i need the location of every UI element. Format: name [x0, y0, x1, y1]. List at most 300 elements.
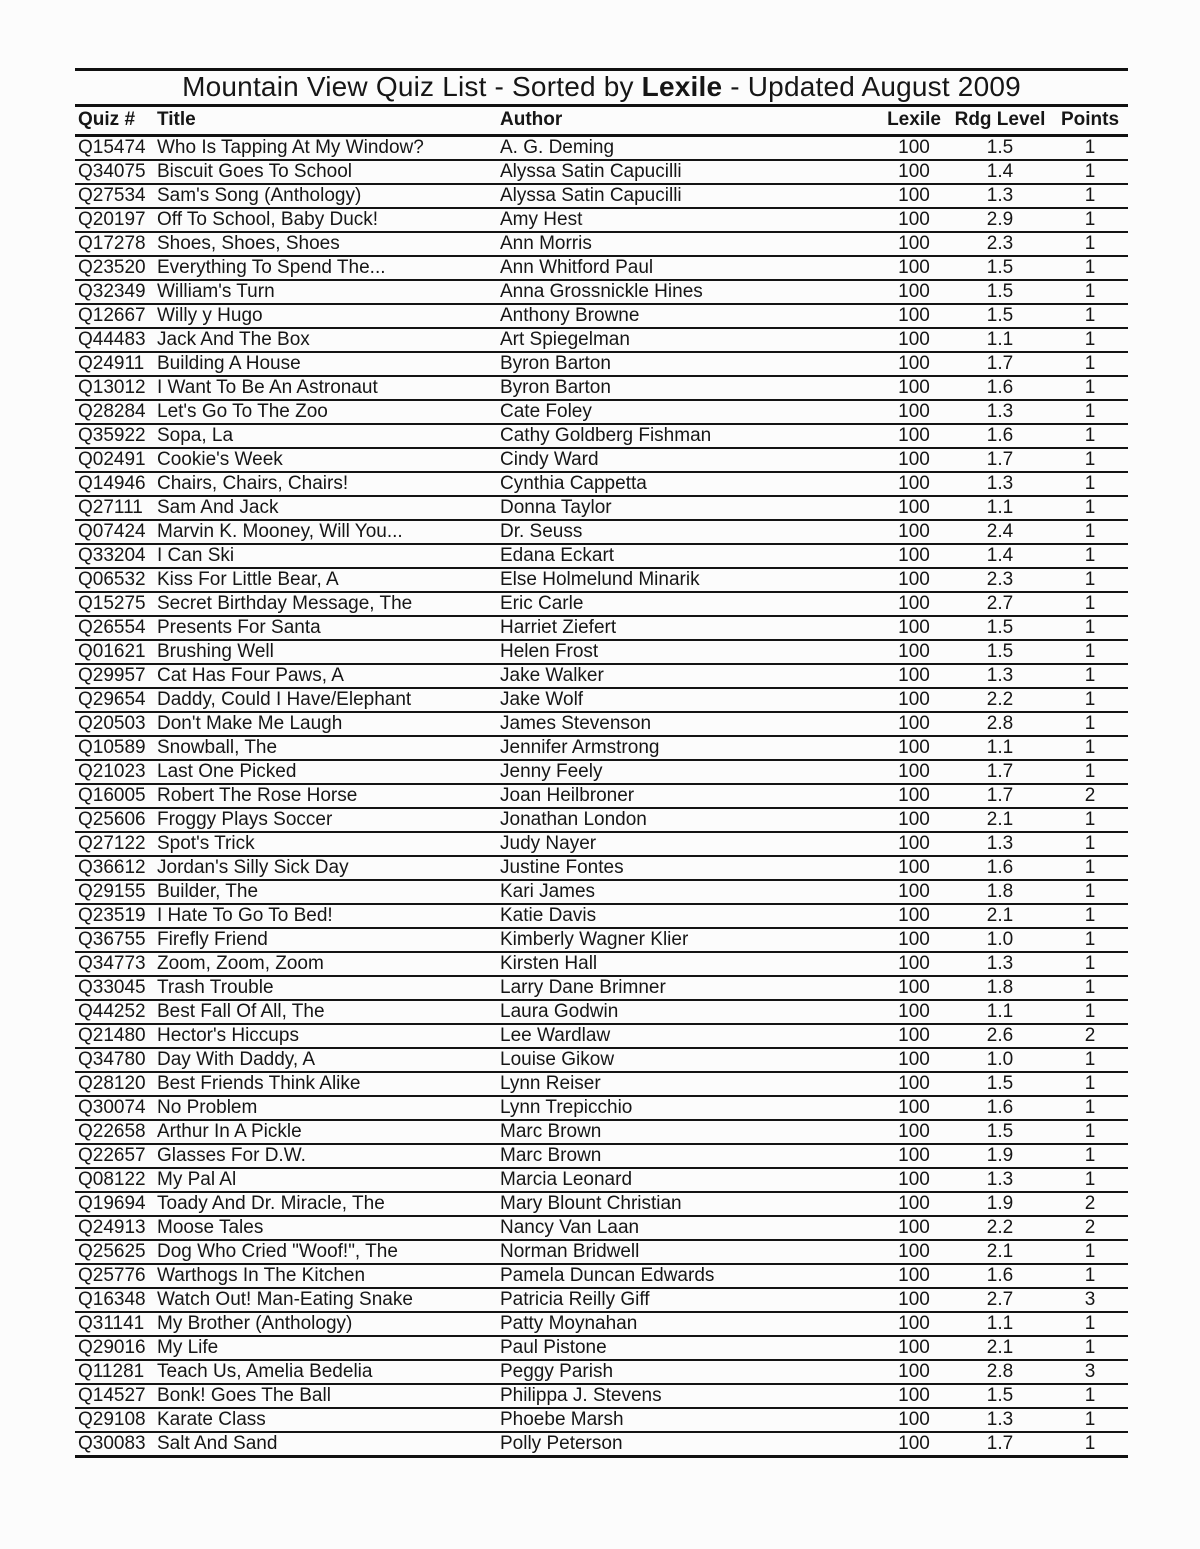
- points-cell: 1: [1052, 808, 1128, 832]
- author-cell: Byron Barton: [500, 376, 880, 400]
- title-cell: Watch Out! Man-Eating Snake: [157, 1288, 500, 1312]
- table-row: [75, 1432, 1128, 1457]
- author-cell: Marcia Leonard: [500, 1168, 880, 1192]
- quiz-number-cell: Q34773: [75, 952, 157, 976]
- quiz-number-cell: Q44252: [75, 1000, 157, 1024]
- author-cell: Kirsten Hall: [500, 952, 880, 976]
- rdg-level-cell: 2.8: [948, 712, 1052, 736]
- lexile-cell: 100: [880, 712, 948, 736]
- lexile-cell: 100: [880, 616, 948, 640]
- points-cell: 1: [1052, 1120, 1128, 1144]
- rdg-level-cell: 1.7: [948, 448, 1052, 472]
- title-cell: Robert The Rose Horse: [157, 784, 500, 808]
- quiz-number-cell: Q34780: [75, 1048, 157, 1072]
- title-cell: Karate Class: [157, 1408, 500, 1432]
- points-cell: 2: [1052, 1192, 1128, 1216]
- points-cell: 1: [1052, 256, 1128, 280]
- lexile-cell: 100: [880, 256, 948, 280]
- rdg-level-cell: 1.1: [948, 1000, 1052, 1024]
- quiz-number-cell: Q17278: [75, 232, 157, 256]
- table-row: [75, 904, 1128, 928]
- points-cell: 1: [1052, 568, 1128, 592]
- lexile-cell: 100: [880, 1048, 948, 1072]
- table-row: [75, 616, 1128, 640]
- lexile-cell: 100: [880, 376, 948, 400]
- title-cell: Presents For Santa: [157, 616, 500, 640]
- table-header-row: [75, 107, 1128, 136]
- author-cell: Nancy Van Laan: [500, 1216, 880, 1240]
- table-row: [75, 880, 1128, 904]
- rdg-level-cell: 1.3: [948, 400, 1052, 424]
- rdg-level-cell: 1.5: [948, 640, 1052, 664]
- lexile-cell: 100: [880, 664, 948, 688]
- rdg-level-cell: 1.1: [948, 736, 1052, 760]
- table-row: [75, 1240, 1128, 1264]
- table-row: [75, 352, 1128, 376]
- title-cell: Trash Trouble: [157, 976, 500, 1000]
- title-cell: Best Fall Of All, The: [157, 1000, 500, 1024]
- author-cell: Laura Godwin: [500, 1000, 880, 1024]
- quiz-number-cell: Q11281: [75, 1360, 157, 1384]
- lexile-cell: 100: [880, 928, 948, 952]
- quiz-number-cell: Q06532: [75, 568, 157, 592]
- title-cell: Snowball, The: [157, 736, 500, 760]
- title-cell: Arthur In A Pickle: [157, 1120, 500, 1144]
- document-page: [75, 0, 1128, 1458]
- lexile-cell: 100: [880, 1024, 948, 1048]
- points-cell: 1: [1052, 736, 1128, 760]
- rdg-level-cell: 2.3: [948, 232, 1052, 256]
- table-row: [75, 664, 1128, 688]
- table-row: [75, 376, 1128, 400]
- rdg-level-cell: 1.1: [948, 1312, 1052, 1336]
- points-cell: 1: [1052, 328, 1128, 352]
- quiz-number-cell: Q31141: [75, 1312, 157, 1336]
- quiz-number-cell: Q20197: [75, 208, 157, 232]
- author-cell: Louise Gikow: [500, 1048, 880, 1072]
- lexile-cell: 100: [880, 232, 948, 256]
- author-cell: Jennifer Armstrong: [500, 736, 880, 760]
- quiz-number-cell: Q10589: [75, 736, 157, 760]
- table-row: [75, 136, 1128, 161]
- table-row: [75, 832, 1128, 856]
- author-cell: Else Holmelund Minarik: [500, 568, 880, 592]
- column-header-author: Author: [500, 107, 880, 136]
- rdg-level-cell: 1.8: [948, 976, 1052, 1000]
- points-cell: 1: [1052, 1336, 1128, 1360]
- title-cell: Building A House: [157, 352, 500, 376]
- quiz-number-cell: Q24913: [75, 1216, 157, 1240]
- rdg-level-cell: 1.1: [948, 496, 1052, 520]
- quiz-number-cell: Q14946: [75, 472, 157, 496]
- author-cell: Lee Wardlaw: [500, 1024, 880, 1048]
- lexile-cell: 100: [880, 1360, 948, 1384]
- title-cell: Shoes, Shoes, Shoes: [157, 232, 500, 256]
- lexile-cell: 100: [880, 904, 948, 928]
- rdg-level-cell: 1.5: [948, 616, 1052, 640]
- lexile-cell: 100: [880, 448, 948, 472]
- points-cell: 1: [1052, 616, 1128, 640]
- title-cell: Toady And Dr. Miracle, The: [157, 1192, 500, 1216]
- lexile-cell: 100: [880, 1120, 948, 1144]
- points-cell: 1: [1052, 1264, 1128, 1288]
- author-cell: Patty Moynahan: [500, 1312, 880, 1336]
- table-row: [75, 1072, 1128, 1096]
- table-row: [75, 688, 1128, 712]
- table-row: [75, 808, 1128, 832]
- quiz-number-cell: Q34075: [75, 160, 157, 184]
- quiz-number-cell: Q35922: [75, 424, 157, 448]
- points-cell: 1: [1052, 184, 1128, 208]
- author-cell: Marc Brown: [500, 1120, 880, 1144]
- points-cell: 1: [1052, 712, 1128, 736]
- table-row: [75, 256, 1128, 280]
- title-cell: Don't Make Me Laugh: [157, 712, 500, 736]
- table-row: [75, 496, 1128, 520]
- rdg-level-cell: 1.7: [948, 352, 1052, 376]
- quiz-number-cell: Q21023: [75, 760, 157, 784]
- table-row: [75, 1144, 1128, 1168]
- author-cell: Norman Bridwell: [500, 1240, 880, 1264]
- rdg-level-cell: 1.6: [948, 424, 1052, 448]
- author-cell: Cathy Goldberg Fishman: [500, 424, 880, 448]
- title-cell: Sam's Song (Anthology): [157, 184, 500, 208]
- table-row: [75, 544, 1128, 568]
- quiz-number-cell: Q24911: [75, 352, 157, 376]
- quiz-number-cell: Q25776: [75, 1264, 157, 1288]
- column-header-rdg-level: Rdg Level: [948, 107, 1052, 136]
- title-cell: Brushing Well: [157, 640, 500, 664]
- quiz-number-cell: Q23520: [75, 256, 157, 280]
- title-cell: My Brother (Anthology): [157, 1312, 500, 1336]
- quiz-number-cell: Q27534: [75, 184, 157, 208]
- lexile-cell: 100: [880, 856, 948, 880]
- rdg-level-cell: 1.3: [948, 832, 1052, 856]
- lexile-cell: 100: [880, 208, 948, 232]
- title-cell: Off To School, Baby Duck!: [157, 208, 500, 232]
- author-cell: Edana Eckart: [500, 544, 880, 568]
- author-cell: Cindy Ward: [500, 448, 880, 472]
- lexile-cell: 100: [880, 400, 948, 424]
- title-cell: Spot's Trick: [157, 832, 500, 856]
- title-cell: Secret Birthday Message, The: [157, 592, 500, 616]
- quiz-number-cell: Q15275: [75, 592, 157, 616]
- rdg-level-cell: 2.8: [948, 1360, 1052, 1384]
- title-cell: My Pal Al: [157, 1168, 500, 1192]
- quiz-number-cell: Q29654: [75, 688, 157, 712]
- author-cell: Phoebe Marsh: [500, 1408, 880, 1432]
- table-row: [75, 424, 1128, 448]
- title-cell: Glasses For D.W.: [157, 1144, 500, 1168]
- lexile-cell: 100: [880, 1432, 948, 1457]
- quiz-number-cell: Q16005: [75, 784, 157, 808]
- table-row: [75, 1096, 1128, 1120]
- points-cell: 1: [1052, 520, 1128, 544]
- lexile-cell: 100: [880, 1408, 948, 1432]
- points-cell: 1: [1052, 1168, 1128, 1192]
- table-row: [75, 520, 1128, 544]
- lexile-cell: 100: [880, 640, 948, 664]
- rdg-level-cell: 1.6: [948, 1264, 1052, 1288]
- points-cell: 1: [1052, 976, 1128, 1000]
- points-cell: 1: [1052, 160, 1128, 184]
- title-cell: Last One Picked: [157, 760, 500, 784]
- author-cell: Paul Pistone: [500, 1336, 880, 1360]
- quiz-number-cell: Q29016: [75, 1336, 157, 1360]
- points-cell: 1: [1052, 760, 1128, 784]
- points-cell: 1: [1052, 400, 1128, 424]
- table-row: [75, 592, 1128, 616]
- points-cell: 1: [1052, 544, 1128, 568]
- title-cell: Moose Tales: [157, 1216, 500, 1240]
- lexile-cell: 100: [880, 328, 948, 352]
- rdg-level-cell: 1.4: [948, 160, 1052, 184]
- points-cell: 1: [1052, 880, 1128, 904]
- quiz-number-cell: Q13012: [75, 376, 157, 400]
- rdg-level-cell: 2.2: [948, 688, 1052, 712]
- rdg-level-cell: 1.7: [948, 1432, 1052, 1457]
- points-cell: 1: [1052, 376, 1128, 400]
- title-cell: Sam And Jack: [157, 496, 500, 520]
- points-cell: 1: [1052, 280, 1128, 304]
- lexile-cell: 100: [880, 568, 948, 592]
- author-cell: Kari James: [500, 880, 880, 904]
- table-row: [75, 1408, 1128, 1432]
- author-cell: A. G. Deming: [500, 136, 880, 161]
- table-row: [75, 760, 1128, 784]
- table-row: [75, 1024, 1128, 1048]
- points-cell: 1: [1052, 856, 1128, 880]
- title-cell: I Can Ski: [157, 544, 500, 568]
- author-cell: Jonathan London: [500, 808, 880, 832]
- rdg-level-cell: 1.9: [948, 1192, 1052, 1216]
- author-cell: Lynn Reiser: [500, 1072, 880, 1096]
- table-row: [75, 952, 1128, 976]
- author-cell: Dr. Seuss: [500, 520, 880, 544]
- table-row: [75, 1288, 1128, 1312]
- lexile-cell: 100: [880, 1144, 948, 1168]
- table-row: [75, 640, 1128, 664]
- table-row: [75, 1192, 1128, 1216]
- author-cell: Joan Heilbroner: [500, 784, 880, 808]
- author-cell: Amy Hest: [500, 208, 880, 232]
- table-row: [75, 280, 1128, 304]
- author-cell: Pamela Duncan Edwards: [500, 1264, 880, 1288]
- rdg-level-cell: 2.7: [948, 592, 1052, 616]
- rdg-level-cell: 1.5: [948, 1384, 1052, 1408]
- quiz-number-cell: Q36755: [75, 928, 157, 952]
- title-cell: I Want To Be An Astronaut: [157, 376, 500, 400]
- quiz-number-cell: Q26554: [75, 616, 157, 640]
- author-cell: Donna Taylor: [500, 496, 880, 520]
- lexile-cell: 100: [880, 1288, 948, 1312]
- title-cell: Kiss For Little Bear, A: [157, 568, 500, 592]
- table-row: [75, 1048, 1128, 1072]
- column-header-points: Points: [1052, 107, 1128, 136]
- lexile-cell: 100: [880, 1000, 948, 1024]
- points-cell: 1: [1052, 832, 1128, 856]
- title-cell: Bonk! Goes The Ball: [157, 1384, 500, 1408]
- quiz-number-cell: Q12667: [75, 304, 157, 328]
- author-cell: Cynthia Cappetta: [500, 472, 880, 496]
- points-cell: 1: [1052, 424, 1128, 448]
- author-cell: Anthony Browne: [500, 304, 880, 328]
- points-cell: 1: [1052, 352, 1128, 376]
- table-row: [75, 736, 1128, 760]
- author-cell: Philippa J. Stevens: [500, 1384, 880, 1408]
- title-cell: Jordan's Silly Sick Day: [157, 856, 500, 880]
- points-cell: 1: [1052, 592, 1128, 616]
- points-cell: 1: [1052, 304, 1128, 328]
- rdg-level-cell: 2.1: [948, 808, 1052, 832]
- lexile-cell: 100: [880, 784, 948, 808]
- table-row: [75, 1360, 1128, 1384]
- author-cell: Jake Wolf: [500, 688, 880, 712]
- rdg-level-cell: 1.5: [948, 136, 1052, 161]
- author-cell: Katie Davis: [500, 904, 880, 928]
- rdg-level-cell: 1.5: [948, 1120, 1052, 1144]
- quiz-number-cell: Q27122: [75, 832, 157, 856]
- points-cell: 1: [1052, 448, 1128, 472]
- lexile-cell: 100: [880, 1264, 948, 1288]
- quiz-number-cell: Q07424: [75, 520, 157, 544]
- rdg-level-cell: 1.6: [948, 376, 1052, 400]
- points-cell: 1: [1052, 232, 1128, 256]
- page-title: [75, 68, 1128, 107]
- points-cell: 1: [1052, 208, 1128, 232]
- points-cell: 1: [1052, 136, 1128, 161]
- author-cell: Polly Peterson: [500, 1432, 880, 1457]
- rdg-level-cell: 2.4: [948, 520, 1052, 544]
- quiz-number-cell: Q33045: [75, 976, 157, 1000]
- quiz-number-cell: Q29155: [75, 880, 157, 904]
- author-cell: Helen Frost: [500, 640, 880, 664]
- rdg-level-cell: 1.0: [948, 1048, 1052, 1072]
- quiz-number-cell: Q21480: [75, 1024, 157, 1048]
- points-cell: 1: [1052, 640, 1128, 664]
- quiz-number-cell: Q29957: [75, 664, 157, 688]
- title-cell: Warthogs In The Kitchen: [157, 1264, 500, 1288]
- rdg-level-cell: 2.9: [948, 208, 1052, 232]
- rdg-level-cell: 2.3: [948, 568, 1052, 592]
- lexile-cell: 100: [880, 592, 948, 616]
- title-cell: Biscuit Goes To School: [157, 160, 500, 184]
- rdg-level-cell: 1.7: [948, 784, 1052, 808]
- table-row: [75, 1000, 1128, 1024]
- page-title-sort-key: Lexile: [641, 71, 723, 102]
- author-cell: Kimberly Wagner Klier: [500, 928, 880, 952]
- lexile-cell: 100: [880, 1384, 948, 1408]
- author-cell: Mary Blount Christian: [500, 1192, 880, 1216]
- table-row: [75, 712, 1128, 736]
- lexile-cell: 100: [880, 1168, 948, 1192]
- points-cell: 2: [1052, 1216, 1128, 1240]
- table-row: [75, 232, 1128, 256]
- author-cell: Peggy Parish: [500, 1360, 880, 1384]
- rdg-level-cell: 2.1: [948, 904, 1052, 928]
- points-cell: 1: [1052, 952, 1128, 976]
- table-row: [75, 208, 1128, 232]
- lexile-cell: 100: [880, 280, 948, 304]
- column-header-lexile: Lexile: [880, 107, 948, 136]
- author-cell: Jake Walker: [500, 664, 880, 688]
- title-cell: Firefly Friend: [157, 928, 500, 952]
- points-cell: 1: [1052, 688, 1128, 712]
- points-cell: 1: [1052, 1072, 1128, 1096]
- title-cell: Froggy Plays Soccer: [157, 808, 500, 832]
- author-cell: Marc Brown: [500, 1144, 880, 1168]
- table-row: [75, 1168, 1128, 1192]
- title-cell: Everything To Spend The...: [157, 256, 500, 280]
- points-cell: 1: [1052, 1312, 1128, 1336]
- lexile-cell: 100: [880, 304, 948, 328]
- title-cell: Sopa, La: [157, 424, 500, 448]
- author-cell: Eric Carle: [500, 592, 880, 616]
- quiz-number-cell: Q08122: [75, 1168, 157, 1192]
- lexile-cell: 100: [880, 1072, 948, 1096]
- table-row: [75, 184, 1128, 208]
- table-row: [75, 784, 1128, 808]
- table-row: [75, 472, 1128, 496]
- lexile-cell: 100: [880, 472, 948, 496]
- quiz-number-cell: Q28120: [75, 1072, 157, 1096]
- author-cell: James Stevenson: [500, 712, 880, 736]
- column-header-quiz-number: Quiz #: [75, 107, 157, 136]
- title-cell: Jack And The Box: [157, 328, 500, 352]
- quiz-number-cell: Q16348: [75, 1288, 157, 1312]
- rdg-level-cell: 1.6: [948, 856, 1052, 880]
- table-row: [75, 400, 1128, 424]
- author-cell: Patricia Reilly Giff: [500, 1288, 880, 1312]
- author-cell: Ann Morris: [500, 232, 880, 256]
- lexile-cell: 100: [880, 1336, 948, 1360]
- author-cell: Byron Barton: [500, 352, 880, 376]
- title-cell: Who Is Tapping At My Window?: [157, 136, 500, 161]
- lexile-cell: 100: [880, 136, 948, 161]
- points-cell: 1: [1052, 928, 1128, 952]
- points-cell: 2: [1052, 1024, 1128, 1048]
- table-row: [75, 856, 1128, 880]
- author-cell: Judy Nayer: [500, 832, 880, 856]
- lexile-cell: 100: [880, 1240, 948, 1264]
- title-cell: Best Friends Think Alike: [157, 1072, 500, 1096]
- quiz-number-cell: Q23519: [75, 904, 157, 928]
- title-cell: Dog Who Cried "Woof!", The: [157, 1240, 500, 1264]
- author-cell: Harriet Ziefert: [500, 616, 880, 640]
- rdg-level-cell: 1.5: [948, 280, 1052, 304]
- rdg-level-cell: 1.4: [948, 544, 1052, 568]
- rdg-level-cell: 1.3: [948, 952, 1052, 976]
- points-cell: 1: [1052, 1240, 1128, 1264]
- points-cell: 2: [1052, 784, 1128, 808]
- page-title-suffix: - Updated August 2009: [722, 71, 1021, 102]
- title-cell: Marvin K. Mooney, Will You...: [157, 520, 500, 544]
- page-title-prefix: Mountain View Quiz List - Sorted by: [182, 71, 642, 102]
- lexile-cell: 100: [880, 880, 948, 904]
- points-cell: 1: [1052, 664, 1128, 688]
- quiz-number-cell: Q25606: [75, 808, 157, 832]
- title-cell: Zoom, Zoom, Zoom: [157, 952, 500, 976]
- rdg-level-cell: 1.3: [948, 664, 1052, 688]
- lexile-cell: 100: [880, 424, 948, 448]
- title-cell: Daddy, Could I Have/Elephant: [157, 688, 500, 712]
- quiz-number-cell: Q28284: [75, 400, 157, 424]
- lexile-cell: 100: [880, 1216, 948, 1240]
- lexile-cell: 100: [880, 760, 948, 784]
- quiz-number-cell: Q25625: [75, 1240, 157, 1264]
- table-row: [75, 448, 1128, 472]
- lexile-cell: 100: [880, 520, 948, 544]
